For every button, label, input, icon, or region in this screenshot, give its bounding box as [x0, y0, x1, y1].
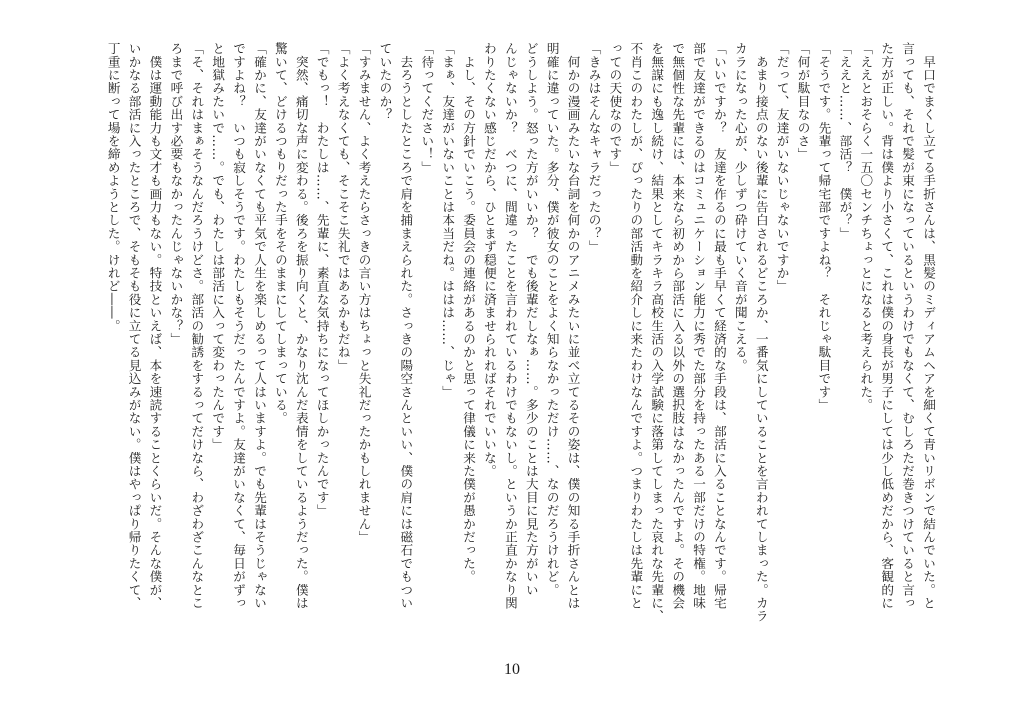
- text-line: 「そ、それはまぁそうなんだろうけどさ。部活の勧誘をするってだけなら、わざわざこんなとこ: [189, 42, 205, 610]
- text-line: あまり接点のない後輩に告白されるどころか、一番気にしていることを言われてしまった。カラ: [753, 42, 769, 623]
- text-line: 「きみはそんなキャラだったの？」: [586, 42, 602, 254]
- text-line: 「だって、友達がいないじゃないですか」: [774, 42, 790, 293]
- text-line: カラになった心が、少しずつ砕けていく音が聞こえる。: [732, 42, 748, 372]
- text-line: 「よく考えなくても、そこそこ失礼ではあるかもだね」: [335, 42, 351, 372]
- text-line: ろまで呼び出す必要もなかったんじゃないかな？」: [168, 42, 184, 346]
- text-line: で無個性な先輩には、本来なら初めから部活に入る以外の選択肢はなかったんですよ。その機会: [670, 42, 686, 610]
- text-line: 「確かに、友達がいなくても平気で人生を楽しめるって人はいますよ。でも先輩はそうじゃない: [252, 42, 267, 610]
- text-line: よし、その方針でいこう。委員会の連絡があるのかと思って律儀に来た僕が愚かだった。: [461, 42, 477, 584]
- text-line: 何かの漫画みたいな台詞を何かのアニメみたいに並べ立てるその姿は、僕の知る手折さんとは: [565, 42, 581, 610]
- text-line: 部で友達ができるのはコミュニケーション能力に秀でた部分を持ったある一部だけの特権。地味: [691, 42, 707, 610]
- text-line: 「ええとおそらく一五〇センチちょっとになると考えられた。: [858, 42, 874, 412]
- vertical-text-body: [102, 42, 938, 648]
- text-line: た方が正しい。背は僕より小さくて、これは僕の身長が男子にしては少し低めだから、客観的に: [879, 42, 895, 610]
- text-line: 「すみません、よく考えたらさっきの言い方はちょっと失礼だったかもしれません」: [356, 42, 372, 544]
- text-line: を無謀にも逸し続け、結果としてキラキラ高校生活の入学試験に落第してしまった哀れな先輩に、: [649, 42, 665, 623]
- text-line: 「そうです。先輩って帰宅部ですよね？ それじゃ駄目です」: [816, 42, 832, 412]
- text-line: 「まぁ、友達がいないことは本当だね。ははは……、じゃ」: [440, 42, 456, 399]
- text-line: いかなる部活に入ったところで、そもそも役に立てる見込みがない。僕はやっぱり帰りたくて、: [126, 42, 142, 610]
- text-line: 言っても、それで髪が束になっているというわけでもなくて、むしろただ巻きつけていると言っ: [900, 42, 916, 610]
- text-line: ですよね？ いつも寂しそうです。わたしもそうだったんですよ。友達がいなくて、毎日がずっ: [231, 42, 247, 610]
- text-line: 丁重に断って場を締めようとした。けれど――。: [105, 42, 121, 333]
- text-line: 去ろうとしたところで肩を捕まえられた。さっきの陽空さんといい、僕の肩には磁石でもつい: [398, 42, 414, 610]
- text-line: 明確に違っていた。多分、僕が彼女のことをよく知らなかっただけ……、なのだろうけれど。: [544, 42, 560, 597]
- text-line: 突然、痛切な声に変わる。後ろを振り向くと、かなり沈んだ表情をしているようだった。僕は: [293, 42, 309, 610]
- text-line: 「でもっ！ わたしは……、先輩に、素直な気持ちになってほしかったんです」: [314, 42, 330, 518]
- text-line: 「いいですか？ 友達を作るのに最も手早くて経済的な手段は、部活に入ることなんです。帰宅: [711, 42, 727, 610]
- text-line: ていたのか？: [377, 42, 393, 122]
- text-line: わりたくない感じだから、ひとまず穏便に済ませられればそれでいいな。: [481, 42, 497, 478]
- text-line: んじゃないか？ べつに、間違ったことを言われているわけでもないし。というか正直かなり関: [502, 42, 518, 610]
- text-line: 「待ってください！」: [419, 42, 435, 174]
- text-line: 僕は運動能力も文才も画力もない。特技といえば、本を速読することくらいだ。そんな僕が、: [147, 42, 163, 610]
- text-line: 不肖このわたしが、ぴったりの部活動を紹介しに来たわけなんですよ。つまりわたしは先輩にと: [628, 42, 644, 610]
- text-line: っての天使なのです」: [607, 42, 623, 174]
- text-line: 驚いて、どけるつもりだった手をそのままにしてしまっている。: [272, 42, 288, 425]
- text-line: と地獄みたいで……。でも、わたしは部活に入って変わったんです」: [210, 42, 226, 452]
- text-line: どうしよう。怒った方がいいか？ でも後輩だしなぁ……。多少のことは大目に見た方がいい: [523, 42, 539, 597]
- page-number: 10: [504, 661, 520, 678]
- text-line: 「ええと……、部活？ 僕が？」: [837, 42, 853, 240]
- text-line: 「何が駄目なのさ」: [795, 42, 811, 161]
- text-line: 早口でまくし立てる手折さんは、黒髪のミディアムヘアを細くて青いリボンで結んでいた。と: [921, 42, 936, 610]
